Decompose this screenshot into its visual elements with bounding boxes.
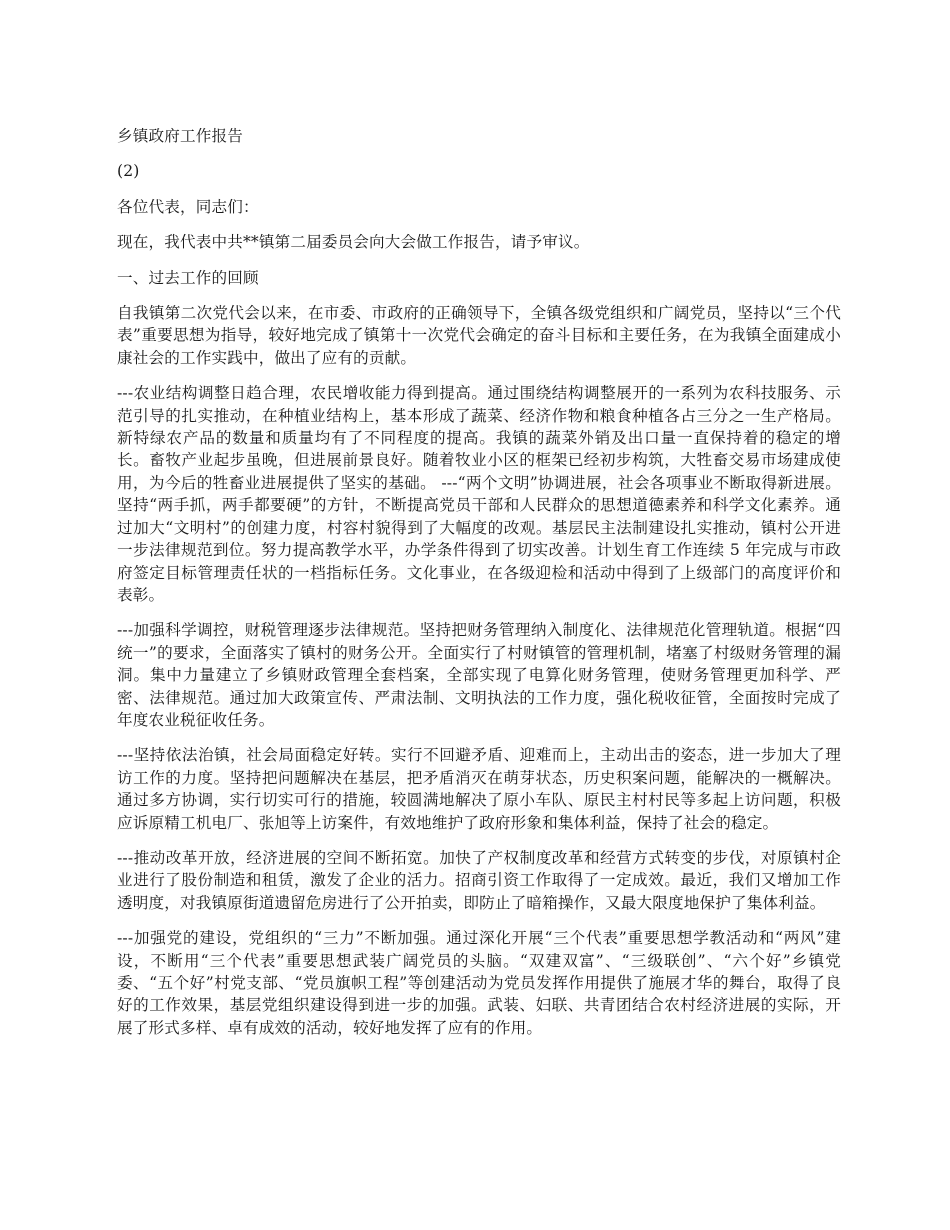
paragraph-review: 自我镇第二次党代会以来，在市委、市政府的正确领导下，全镇各级党组织和广阔党员，坚持以“三个代表”重要思想为指导，较好地完成了镇第十一次党代会确定的奋斗目标和主要任务，在为我镇全面建成小康社会的工作实践中，做出了应有的贡献。	[117, 304, 841, 367]
paragraph-reform: ---推动改革开放，经济进展的空间不断拓宽。加快了产权制度改革和经营方式转变的步伐，对原镇村企业进行了股份制造和租赁，激发了企业的活力。招商引资工作取得了一定成效。最近，我们又增加工作透明度，对我镇原街道遗留危房进行了公开拍卖，即防止了暗箱操作，又最大限度地保护了集体利益。	[117, 848, 841, 912]
paragraph-finance: ---加强科学调控，财税管理逐步法律规范。坚持把财务管理纳入制度化、法律规范化管理轨道。根据“四统一”的要求，全面落实了镇村的财务公开。全面实行了村财镇管的管理机制，堵塞了村级财务管理的漏洞。集中力量建立了乡镇财政管理全套档案，全部实现了电算化财务管理，使财务管理更加科学、严密、法律规范。通过加大政策宣传、严肃法制、文明执法的工作力度，强化税收征管，全面按时完成了年度农业税征收任务。	[117, 621, 841, 729]
document-title: 乡镇政府工作报告	[117, 127, 243, 145]
paragraph-intro: 现在，我代表中共**镇第二届委员会向大会做工作报告，请予审议。	[117, 233, 590, 252]
document-body	[117, 125, 841, 1052]
paragraph-party: ---加强党的建设，党组织的“三力”不断加强。通过深化开展“三个代表”重要思想学教活动和“两风”建设，不断用“三个代表”重要思想武装广阔党员的头脑。“双建双富”、“三级联创”、“六个好”乡镇党委、“五个好”村党支部、“党员旗帜工程”等创建活动为党员发挥作用提供了施展才华的舞台，取得了良好的工作效果，基层党组织建设得到进一步的加强。武装、妇联、共青团结合农村经济进展的实际，开展了形式多样、卓有成效的活动，较好地发挥了应有的作用。	[117, 929, 841, 1037]
paragraph-law: ---坚持依法治镇，社会局面稳定好转。实行不回避矛盾、迎难而上，主动出击的姿态，进一步加大了理访工作的力度。坚持把问题解决在基层，把矛盾消灭在萌芽状态，历史积案问题，能解决的一概解决。通过多方协调，实行切实可行的措施，较圆满地解决了原小车队、原民主村村民等多起上访问题，积极应诉原精工机电厂、张旭等上访案件，有效地维护了政府形象和集体利益，保持了社会的稳定。	[117, 746, 841, 832]
section-heading: 一、过去工作的回顾	[117, 268, 259, 287]
paragraph-salutation: 各位代表，同志们：	[117, 197, 259, 216]
document-subtitle: (2)	[117, 162, 140, 181]
paragraph-agriculture: ---农业结构调整日趋合理，农民增收能力得到提高。通过围绕结构调整展开的一系列为农科技服务、示范引导的扎实推动，在种植业结构上，基本形成了蔬菜、经济作物和粮食种植各占三分之一生产格局。新特绿农产品的数量和质量均有了不同程度的提高。我镇的蔬菜外销及出口量一直保持着的稳定的增长。畜牧产业起步虽晚，但进展前景良好。随着牧业小区的框架已经初步构筑，大牲畜交易市场建成使用，为今后的牲畜业进展提供了坚实的基础。 ---“两个文明”协调进展，社会各项事业不断取得新进展。坚持“两手抓，两手都要硬”的方针，不断提高党员干部和人民群众的思想道德素养和科学文化素养。通过加大“文明村”的创建力度，村容村貌得到了大幅度的改观。基层民主法制建设扎实推动，镇村公开进一步法律规范到位。努力提高教学水平，办学条件得到了切实改善。计划生育工作连续 5 年完成与市政府签定目标管理责任状的一档指标任务。文化事业，在各级迎检和活动中得到了上级部门的高度评价和表彰。	[117, 384, 841, 604]
